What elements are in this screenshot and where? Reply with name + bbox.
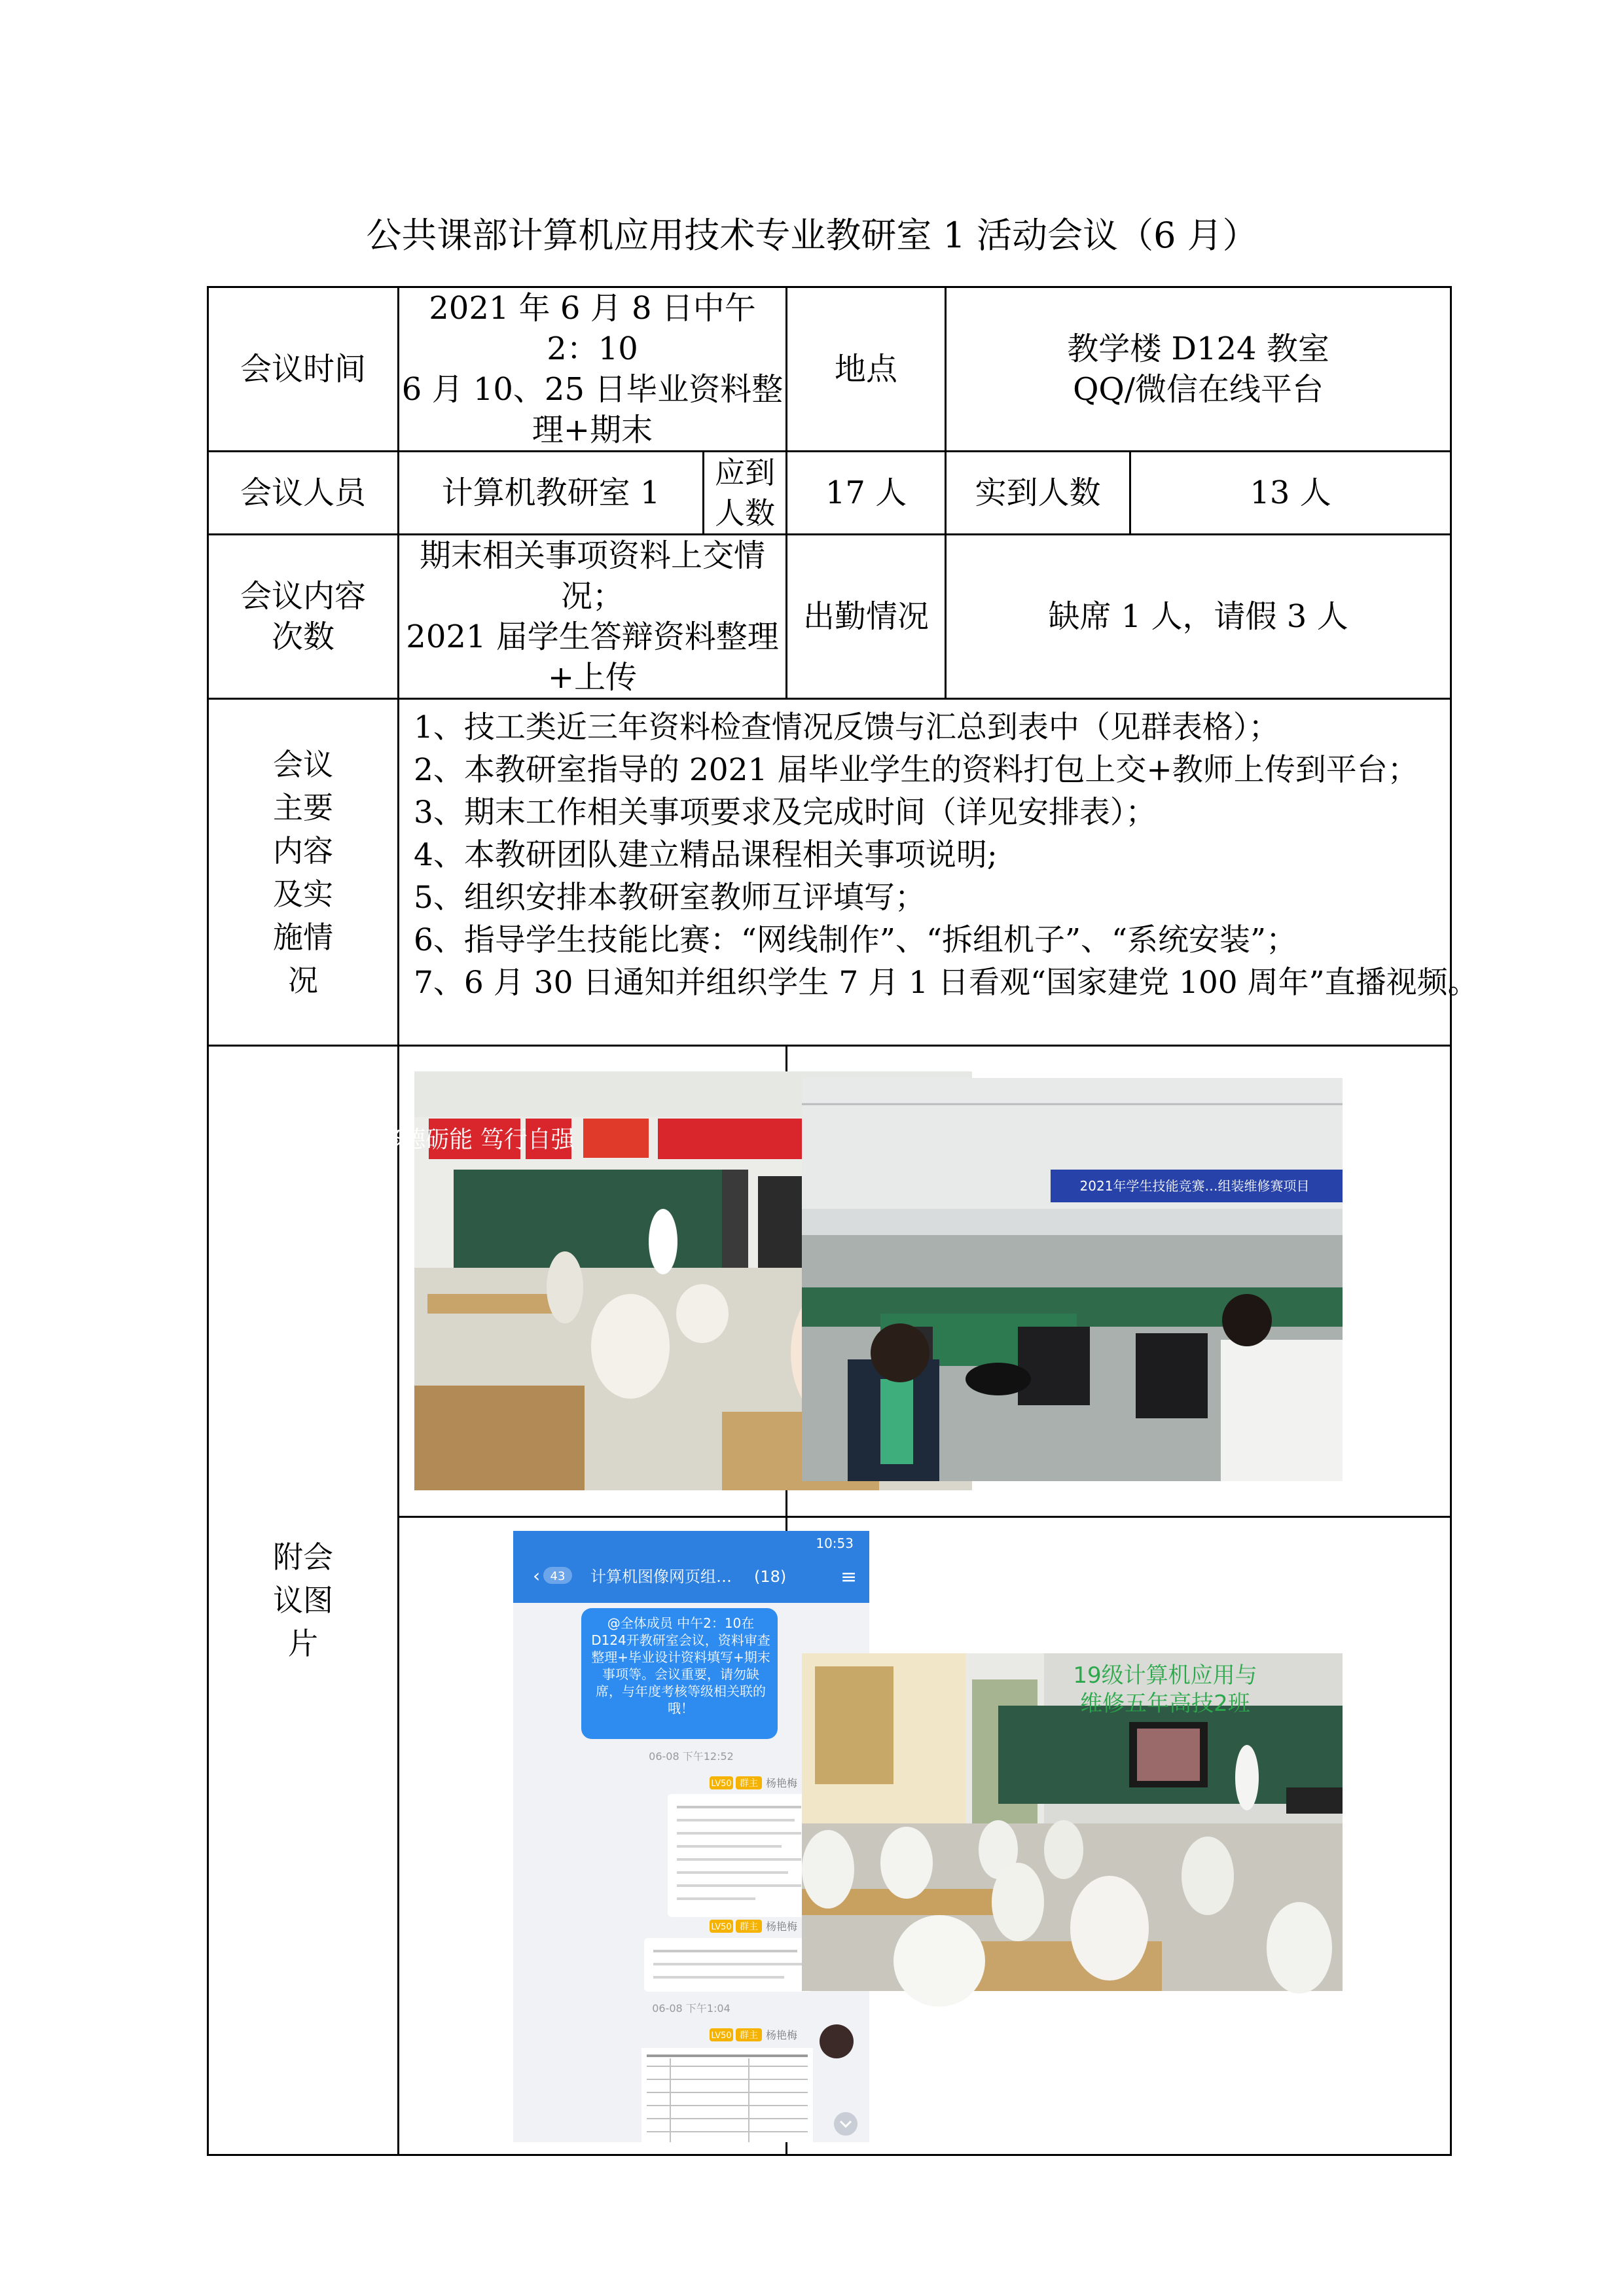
sender-name: 杨艳梅 (766, 1777, 798, 1789)
meeting-time-value (399, 287, 787, 452)
expected-label (704, 452, 787, 535)
level-badge: LV50 (711, 2031, 732, 2041)
row-time-place (208, 287, 1451, 452)
expected-label-text: 应到人数 (715, 455, 775, 531)
sender-name: 杨艳梅 (766, 2029, 798, 2041)
status-time: 10:53 (816, 1535, 854, 1551)
owner-badge: 群主 (740, 2030, 758, 2041)
computer-lab-photo (802, 1078, 1343, 1481)
photos-label (208, 1046, 399, 2155)
place-line-1: 教学楼 D124 教室 (1067, 331, 1329, 367)
photo-cell-broadcast (787, 1517, 1451, 2155)
content-label-char: 况 (288, 962, 318, 998)
sender-name: 杨艳梅 (766, 1920, 798, 1933)
topic-line-1: 期末相关事项资料上交情况； (420, 537, 766, 615)
topic-label-line-2: 次数 (271, 619, 334, 655)
level-badge: LV50 (711, 1922, 732, 1932)
content-item: 5、组织安排本教研室教师互评填写； (414, 880, 926, 916)
attendance-value: 缺席 1 人，请假 3 人 (946, 535, 1451, 699)
content-item: 2、本教研室指导的 2021 届毕业学生的资料打包上交+教师上传到平台； (414, 752, 1418, 788)
content-item: 7、6 月 30 日通知并组织学生 7 月 1 日看观“国家建党 100 周年”直播视频。 (414, 965, 1479, 1001)
meeting-record-table (207, 286, 1479, 2156)
content-item: 3、期末工作相关事项要求及完成时间（详见安排表）； (414, 795, 1157, 831)
content-label-char: 及实 (273, 876, 333, 912)
content-label-char: 内容 (273, 833, 333, 869)
content-item: 6、指导学生技能比赛：“网线制作”、“拆组机子”、“系统安装”； (414, 922, 1297, 958)
member-count: (18) (754, 1568, 787, 1586)
expected-value: 17 人 (787, 452, 946, 535)
class-sign-line-2: 维修五年高技2班 (1080, 1691, 1250, 1717)
meeting-time-line-2: 6 月 10、25 日毕业资料整理+期末 (401, 371, 784, 448)
owner-badge: 群主 (740, 1778, 758, 1789)
meeting-time-label: 会议时间 (208, 287, 399, 452)
topic-line-2: 2021 届学生答辩资料整理+上传 (406, 619, 779, 696)
photos-label-char: 附会 (273, 1539, 333, 1575)
lab-banner-text: 2021年学生技能竞赛…组装维修赛项目 (1079, 1178, 1310, 1194)
actual-label: 实到人数 (946, 452, 1130, 535)
row-content (208, 699, 1451, 1046)
chat-message: @全体成员 中午2：10在D124开教研室会议，资料审查整理+毕业设计资料填写+期末事项等。会议重要，请勿缺席，与年度考核等级相关联的哦！ (591, 1615, 770, 1716)
row-photos-top (208, 1046, 1451, 1517)
owner-badge: 群主 (740, 1922, 758, 1932)
content-item: 4、本教研团队建立精品课程相关事项说明; (414, 837, 998, 873)
content-list (399, 699, 1479, 1046)
document-title: 公共课部计算机应用技术专业教研室 1 活动会议（6 月） (366, 215, 1258, 256)
place-line-2: QQ/微信在线平台 (1073, 371, 1324, 408)
place-value (946, 287, 1451, 452)
menu-icon[interactable]: ≡ (840, 1566, 857, 1588)
meeting-time-line-1: 2021 年 6 月 8 日中午 2：10 (429, 290, 756, 367)
actual-value: 13 人 (1130, 452, 1451, 535)
topic-label (208, 535, 399, 699)
photo-cell-lab (787, 1046, 1451, 1517)
content-label-char: 会议 (273, 746, 333, 782)
content-label (208, 699, 399, 1046)
photo-cell-chat (399, 1517, 857, 2155)
chat-timestamp-1: 06-08 下午12:52 (649, 1750, 734, 1763)
photo-cell-classroom (378, 1046, 787, 1517)
people-value: 计算机教研室 1 (399, 452, 704, 535)
row-people (208, 452, 1451, 535)
computer-lab-image (802, 1078, 1343, 1481)
content-label-char: 主要 (273, 789, 333, 825)
broadcast-viewing-photo (802, 1653, 1343, 1991)
chat-timestamp-2: 06-08 下午1:04 (652, 2002, 731, 2015)
people-label: 会议人员 (208, 452, 399, 535)
level-badge: LV50 (711, 1779, 732, 1789)
back-count: 43 (550, 1570, 566, 1583)
class-sign-line-1: 19级计算机应用与 (1073, 1662, 1257, 1689)
back-chevron-icon[interactable]: ‹ (533, 1565, 541, 1587)
row-topic (208, 535, 1451, 699)
photos-label-char: 片 (288, 1626, 318, 1661)
topic-label-line-1: 会议内容 (240, 578, 366, 615)
group-title: 计算机图像网页组… (590, 1568, 732, 1586)
banner-text: 修德砺能 笃行自强 (378, 1126, 575, 1153)
content-label-char: 施情 (273, 919, 333, 955)
broadcast-viewing-image (802, 1653, 1343, 1991)
attendance-label: 出勤情况 (787, 535, 946, 699)
content-item: 1、技工类近三年资料检查情况反馈与汇总到表中（见群表格）； (414, 709, 1280, 745)
photos-label-char: 议图 (273, 1583, 333, 1618)
place-label: 地点 (787, 287, 946, 452)
topic-value (399, 535, 787, 699)
